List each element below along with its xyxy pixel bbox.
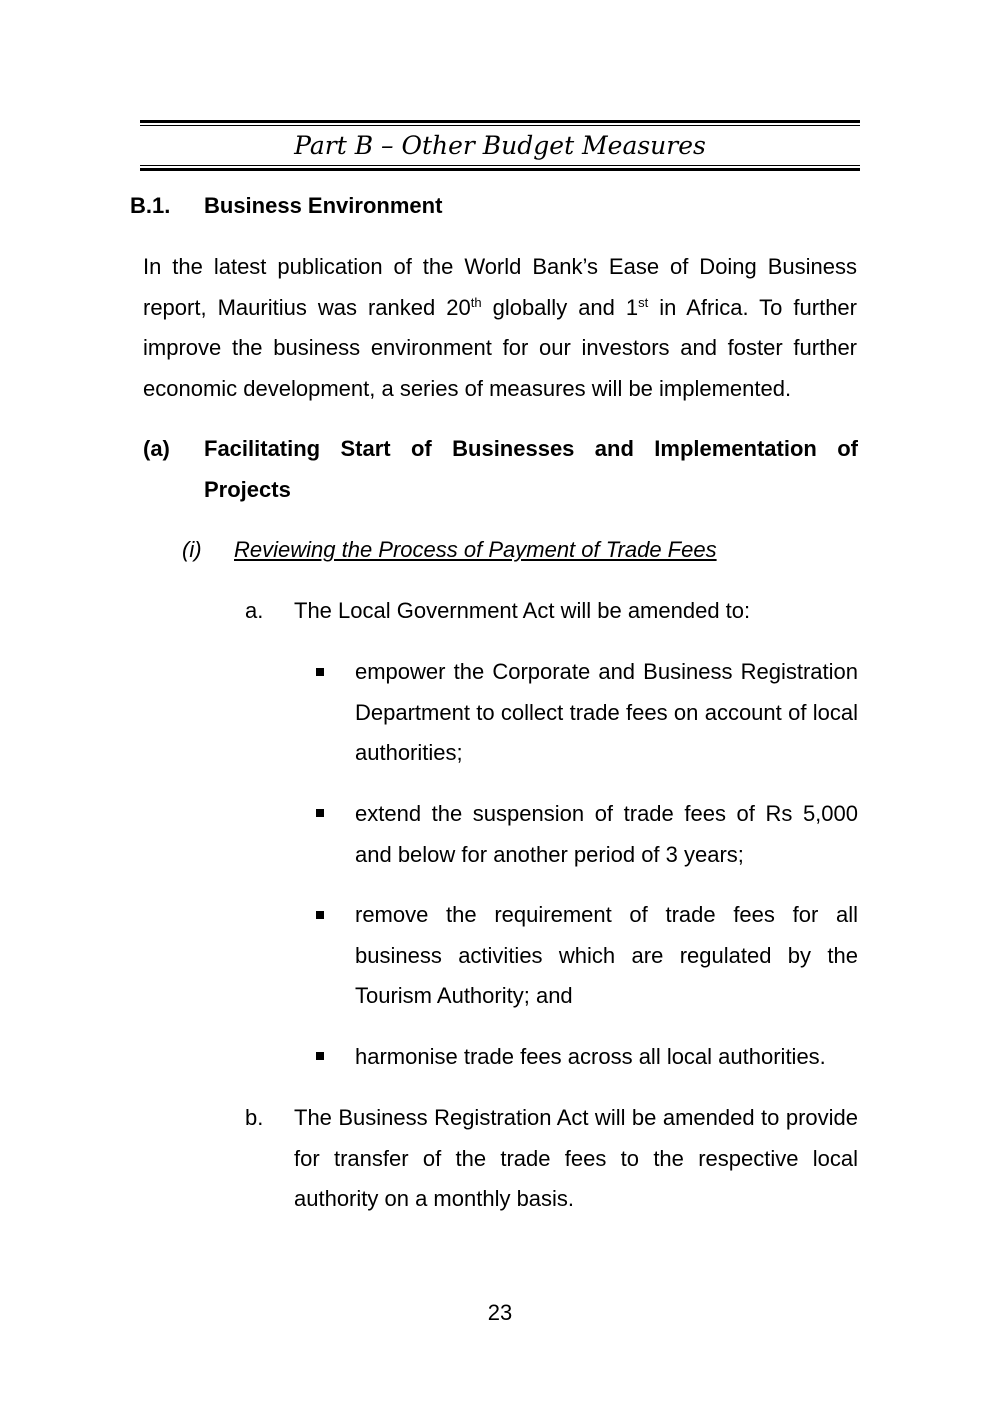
bullet-square-icon — [316, 809, 324, 817]
bullet-item: remove the requirement of trade fees for all business activities which are regulated by the Tourism Authority; and — [355, 902, 858, 1008]
bullet-square-icon — [316, 911, 324, 919]
part-title: Part B – Other Budget Measures — [294, 131, 706, 160]
bullet-item: harmonise trade fees across all local authorities. — [355, 1044, 826, 1069]
page-number: 23 — [487, 1300, 513, 1325]
header-rule-bottom — [140, 165, 860, 171]
subsection-i-label: (i) — [182, 537, 202, 562]
intro-line-2: report, Mauritius was ranked 20th globally and 1st in Africa. To further — [143, 294, 857, 320]
section-title: Business Environment — [204, 193, 443, 218]
section-number: B.1. — [130, 193, 171, 218]
bullet-square-icon — [316, 668, 324, 676]
item-a-text: The Local Government Act will be amended to: — [294, 598, 751, 623]
item-b-label: b. — [245, 1105, 264, 1130]
intro-paragraph — [143, 247, 857, 409]
item-a-label: a. — [245, 598, 264, 623]
subsection-a-title: Facilitating Start of Businesses and Implementation of Projects — [204, 436, 858, 502]
item-b-text: The Business Registration Act will be amended to provide for transfer of the trade fees to the respective local authority on a monthly basis. — [294, 1105, 858, 1211]
header-rule-top — [140, 120, 860, 126]
subsection-a-label: (a) — [143, 436, 170, 461]
bullet-item: empower the Corporate and Business Registration Department to collect trade fees on account of local authorities; — [355, 659, 858, 765]
intro-rest: improve the business environment for our investors and foster further economic development, a series of measures will be implemented. — [143, 335, 857, 401]
intro-line-1: In the latest publication of the World Bank’s Ease of Doing Business — [143, 254, 857, 279]
subsection-i-title: Reviewing the Process of Payment of Trade Fees — [234, 537, 717, 562]
bullet-square-icon — [316, 1052, 324, 1060]
bullet-item: extend the suspension of trade fees of Rs 5,000 and below for another period of 3 years; — [355, 801, 858, 867]
